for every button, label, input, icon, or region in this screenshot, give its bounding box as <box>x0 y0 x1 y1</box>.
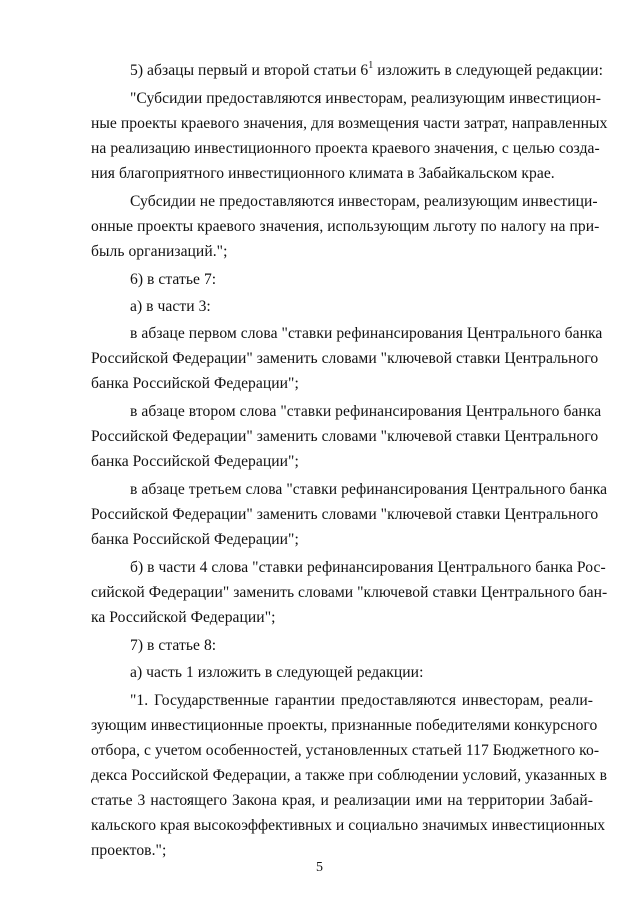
page-number: 5 <box>316 860 323 875</box>
text-line: быль организаций."; <box>91 243 228 260</box>
text-line: на реализацию инвестиционного проекта краевого значения, с целью созда- <box>91 140 600 157</box>
text-line: статье 3 настоящего Закона края, и реализации ими на территории Забай- <box>91 792 593 809</box>
text-line: банка Российской Федерации"; <box>91 531 299 548</box>
text-line: в абзаце третьем слова "ставки рефинансирования Центрального банка <box>130 481 608 498</box>
text-line: сийской Федерации" заменить словами "ключевой ставки Центрального бан- <box>91 584 608 601</box>
text-line: банка Российской Федерации"; <box>91 453 299 470</box>
text-line-tail: изложить в следующей редакции: <box>373 62 603 79</box>
text-line: банка Российской Федерации"; <box>91 375 299 392</box>
text-line: 7) в статье 8: <box>130 637 217 654</box>
text-line: отбора, с учетом особенностей, установленных статьей 117 Бюджетного ко- <box>91 742 600 759</box>
text-line: "1. Государственные гарантии предоставляются инвесторам, реали- <box>130 692 593 709</box>
text-line: зующим инвестиционные проекты, признанные победителями конкурсного <box>91 717 598 734</box>
text-line: в абзаце первом слова "ставки рефинансирования Центрального банка <box>130 325 603 342</box>
text-line: "Субсидии предоставляются инвесторам, реализующим инвестицион- <box>130 90 602 107</box>
superscript: 1 <box>368 59 374 71</box>
text-line: 5) абзацы первый и второй статьи $6^1$ изложить в следующей редакции: <box>130 59 603 79</box>
text-line: б) в части 4 слова "ставки рефинансирования Центрального банка Рос- <box>130 559 606 576</box>
text-line: 6) в статье 7: <box>130 271 217 288</box>
text-line: Российской Федерации" заменить словами "ключевой ставки Центрального <box>91 350 599 367</box>
text-line: ка Российской Федерации"; <box>91 609 276 626</box>
text-line: Российской Федерации" заменить словами "ключевой ставки Центрального <box>91 506 599 523</box>
text-line: а) часть 1 изложить в следующей редакции: <box>130 664 424 681</box>
text-line: онные проекты краевого значения, использующим льготу по налогу на при- <box>91 218 600 235</box>
text-line: проектов."; <box>91 842 167 859</box>
text-line: а) в части 3: <box>130 298 211 315</box>
text-line: в абзаце втором слова "ставки рефинансирования Центрального банка <box>130 403 602 420</box>
text-line: кальского края высокоэффективных и социально значимых инвестиционных <box>91 817 606 834</box>
text-line: Российской Федерации" заменить словами "ключевой ставки Центрального <box>91 428 599 445</box>
text-line: ния благоприятного инвестиционного климата в Забайкальском крае. <box>91 165 555 182</box>
text-line: Субсидии не предоставляются инвесторам, реализующим инвестици- <box>130 193 598 210</box>
text-line: ные проекты краевого значения, для возмещения части затрат, направленных <box>91 115 608 132</box>
text-line: декса Российской Федерации, а также при соблюдении условий, указанных в <box>91 767 608 784</box>
